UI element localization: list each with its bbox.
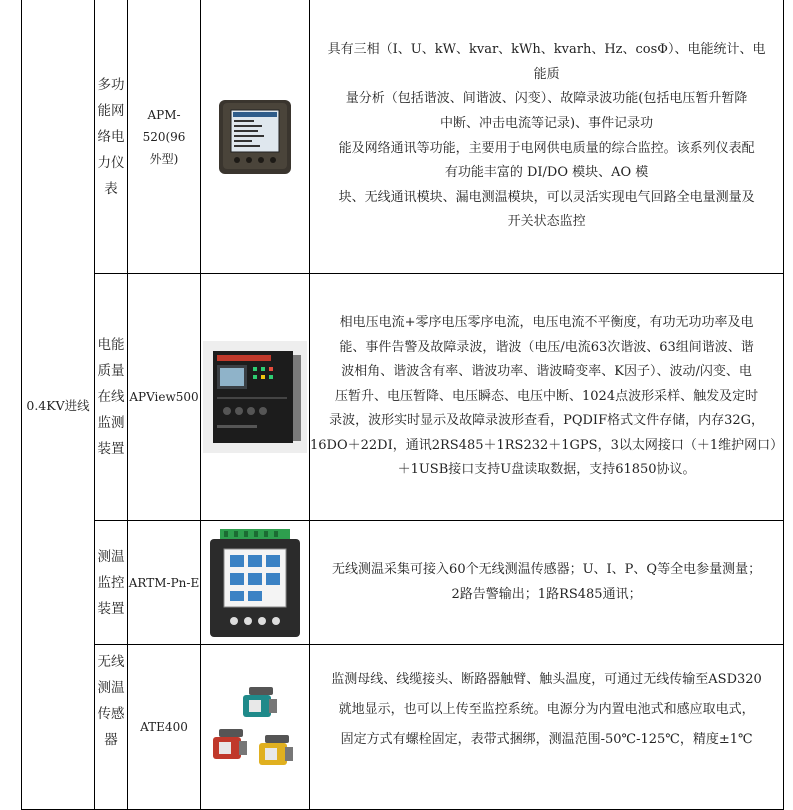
apview500-device-photo-icon	[203, 341, 307, 453]
desc-line: 块、无线通讯模块、漏电测温模块，可以灵活实现电气回路全电量测量及	[338, 189, 755, 205]
table-row	[22, 0, 784, 274]
description	[310, 274, 784, 521]
desc-line: 压暂升、电压暂降、电压瞬态、电压中断、1024点波形采样、触发及定时	[335, 388, 759, 404]
desc-line: 固定方式有螺栓固定，表带式捆绑，测温范围-50℃-125℃，精度±1℃	[340, 732, 753, 747]
product-image	[201, 645, 310, 810]
type-text: 装置	[97, 441, 125, 457]
type-text: 能网	[97, 102, 125, 119]
desc-line: 相电压电流+零序电压零序电流，电压电流不平衡度，有功无功功率及电	[339, 314, 754, 330]
desc-line: 监测母线、线缆接头、断路器触臂、触头温度，可通过无线传输至ASD320	[331, 672, 762, 687]
table-row	[22, 274, 784, 521]
type-text: 传感	[97, 706, 125, 722]
desc-line: 波相角、谐波含有率、谐波功率、谐波畸变率、K因子）、波动/闪变、电	[341, 364, 752, 380]
desc-line: 无线测温采集可接入60个无线测温传感器；U、I、P、Q等全电参量测量；	[332, 561, 762, 577]
table-row	[22, 645, 784, 810]
description	[310, 0, 784, 274]
type-text: 测温	[97, 680, 125, 696]
desc-line: 开关状态监控	[507, 214, 586, 230]
type-text: 测温	[97, 548, 125, 565]
ate400-sensors-photo-icon	[203, 675, 307, 779]
description	[310, 521, 784, 645]
type-text: 装置	[97, 600, 125, 617]
type-text: 力仪	[97, 154, 125, 171]
product-image	[201, 274, 310, 521]
model-text: 外型)	[149, 151, 179, 166]
device-type	[95, 645, 128, 810]
desc-line: ＋1USB接口支持U盘读取数据，支持61850协议。	[397, 462, 696, 478]
spec-table	[21, 0, 784, 810]
model-cell	[128, 645, 201, 810]
description	[310, 645, 784, 810]
desc-line: 能质	[533, 66, 560, 82]
model-text: ATE400	[140, 720, 188, 734]
type-text: 络电	[97, 128, 125, 145]
model-text: ARTM-Pn-E	[128, 575, 200, 590]
type-text: 无线	[97, 654, 125, 670]
model-cell	[128, 274, 201, 521]
desc-line: 就地显示，也可以上传至监控系统。电源分为内置电池式和感应取电式，	[338, 702, 755, 717]
desc-line: 有功能丰富的 DI/DO 模块、AO 模	[444, 165, 649, 181]
device-type	[95, 274, 128, 521]
desc-line: 中断、冲击电流等记录)、事件记录功	[440, 115, 654, 131]
desc-line: 2路告警输出；1路RS485通讯；	[451, 586, 642, 602]
device-type	[95, 521, 128, 645]
device-type	[95, 0, 128, 274]
desc-line: 具有三相（I、U、kW、kvar、kWh、kvarh、Hz、cosΦ）、电能统计、电	[327, 42, 766, 58]
table-row	[22, 521, 784, 645]
type-text: 表	[104, 180, 118, 197]
apm520-meter-photo-icon	[217, 98, 293, 176]
type-text: 电能	[97, 337, 125, 353]
type-text: 器	[104, 732, 118, 748]
type-text: 多功	[97, 76, 125, 93]
line-label: 0.4KV进线	[22, 0, 95, 810]
type-text: 监控	[97, 574, 125, 591]
product-image	[201, 0, 310, 274]
product-image	[201, 521, 310, 645]
desc-line: 能、事件告警及故障录波，谐波（电压/电流63次谐波、63组间谐波、谐	[339, 339, 754, 355]
type-text: 质量	[97, 363, 125, 379]
artm-temperature-monitor-photo-icon	[206, 527, 304, 639]
desc-line: 能及网络通讯等功能，主要用于电网供电质量的综合监控。该系列仪表配	[338, 140, 755, 156]
desc-line: 录波，波形实时显示及故障录波形查看，PQDIF格式文件存储，内存32G，	[329, 413, 765, 429]
model-text: APM-520(96	[142, 107, 186, 144]
model-cell	[128, 521, 201, 645]
model-text: APView500	[129, 390, 199, 404]
model-cell	[128, 0, 201, 274]
desc-line: 量分析（包括谐波、间谐波、闪变）、故障录波功能(包括电压暂升暂降	[345, 91, 748, 107]
type-text: 在线	[97, 389, 125, 405]
type-text: 监测	[97, 415, 125, 431]
desc-line: 16DO＋22DI，通讯2RS485＋1RS232＋1GPS，3以太网接口（＋1维护网口）	[310, 437, 784, 453]
